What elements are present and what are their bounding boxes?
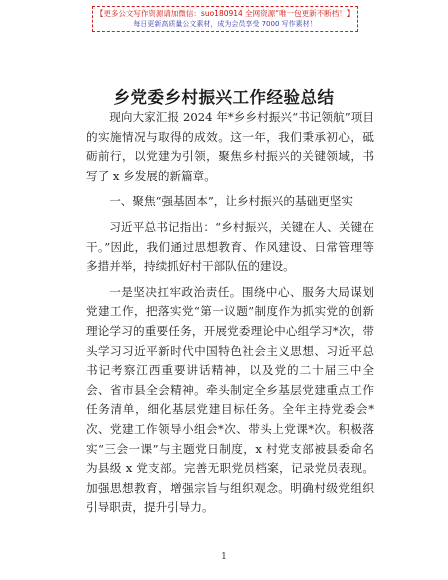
page-number: 1	[221, 552, 227, 562]
promo-banner[interactable]	[92, 6, 358, 32]
intro-paragraph: 现向大家汇报 2024 年*乡乡村振兴“书记领航”项目的实施情况与取得的成效。这一年，我们秉承初心，砥砺前行，以党建为引领，聚焦乡村振兴的关键领域，书写了 x 乡发展的新篇章。	[86, 110, 374, 183]
document-body	[86, 108, 374, 524]
political-responsibility-paragraph: 一是坚决扛牢政治责任。围绕中心、服务大局谋划党建工作，把落实党“第一议题”制度作为抓实党的创新理论学习的重要任务，开展党委理论中心组学习*次，带头学习习近平新时代中国特色社会主义思想、习近平总书记考察江西重要讲话精神，以及党的二十届三中全会、省市县全会精神。牵头制定全乡基层党建重点工作任务清单，细化基层党建目标任务。全年主持党委会*次、党建工作领导小组会*次、带头上党课*次。积极落实“三会一课”与主题党日制度，x 村党支部被县委命名为县级 x 党支部。完善无职党员档案，记录党员表现。加强思想教育，增强宗旨与组织观念。明确村级党组织引导职责，提升引导力。	[86, 284, 374, 515]
quote-paragraph: 习近平总书记指出：“乡村振兴，关键在人、关键在干。”因此，我们通过思想教育、作风建设、日常管理等多措并举，持续抓好村干部队伍的建设。	[86, 219, 374, 274]
document-title: 乡党委乡村振兴工作经验总结	[113, 88, 335, 107]
promo-banner-line-1: 【更多公文写作资源请加微信：suo180914 全网资源“唯一包更新不断档！】	[95, 9, 355, 18]
section-heading: 一、聚焦“强基固本”，让乡村振兴的基础更坚实	[109, 194, 353, 209]
promo-banner-line-2: 每日更新高质量公文素材，成为会员享受 7000 写作素材！	[133, 20, 317, 28]
